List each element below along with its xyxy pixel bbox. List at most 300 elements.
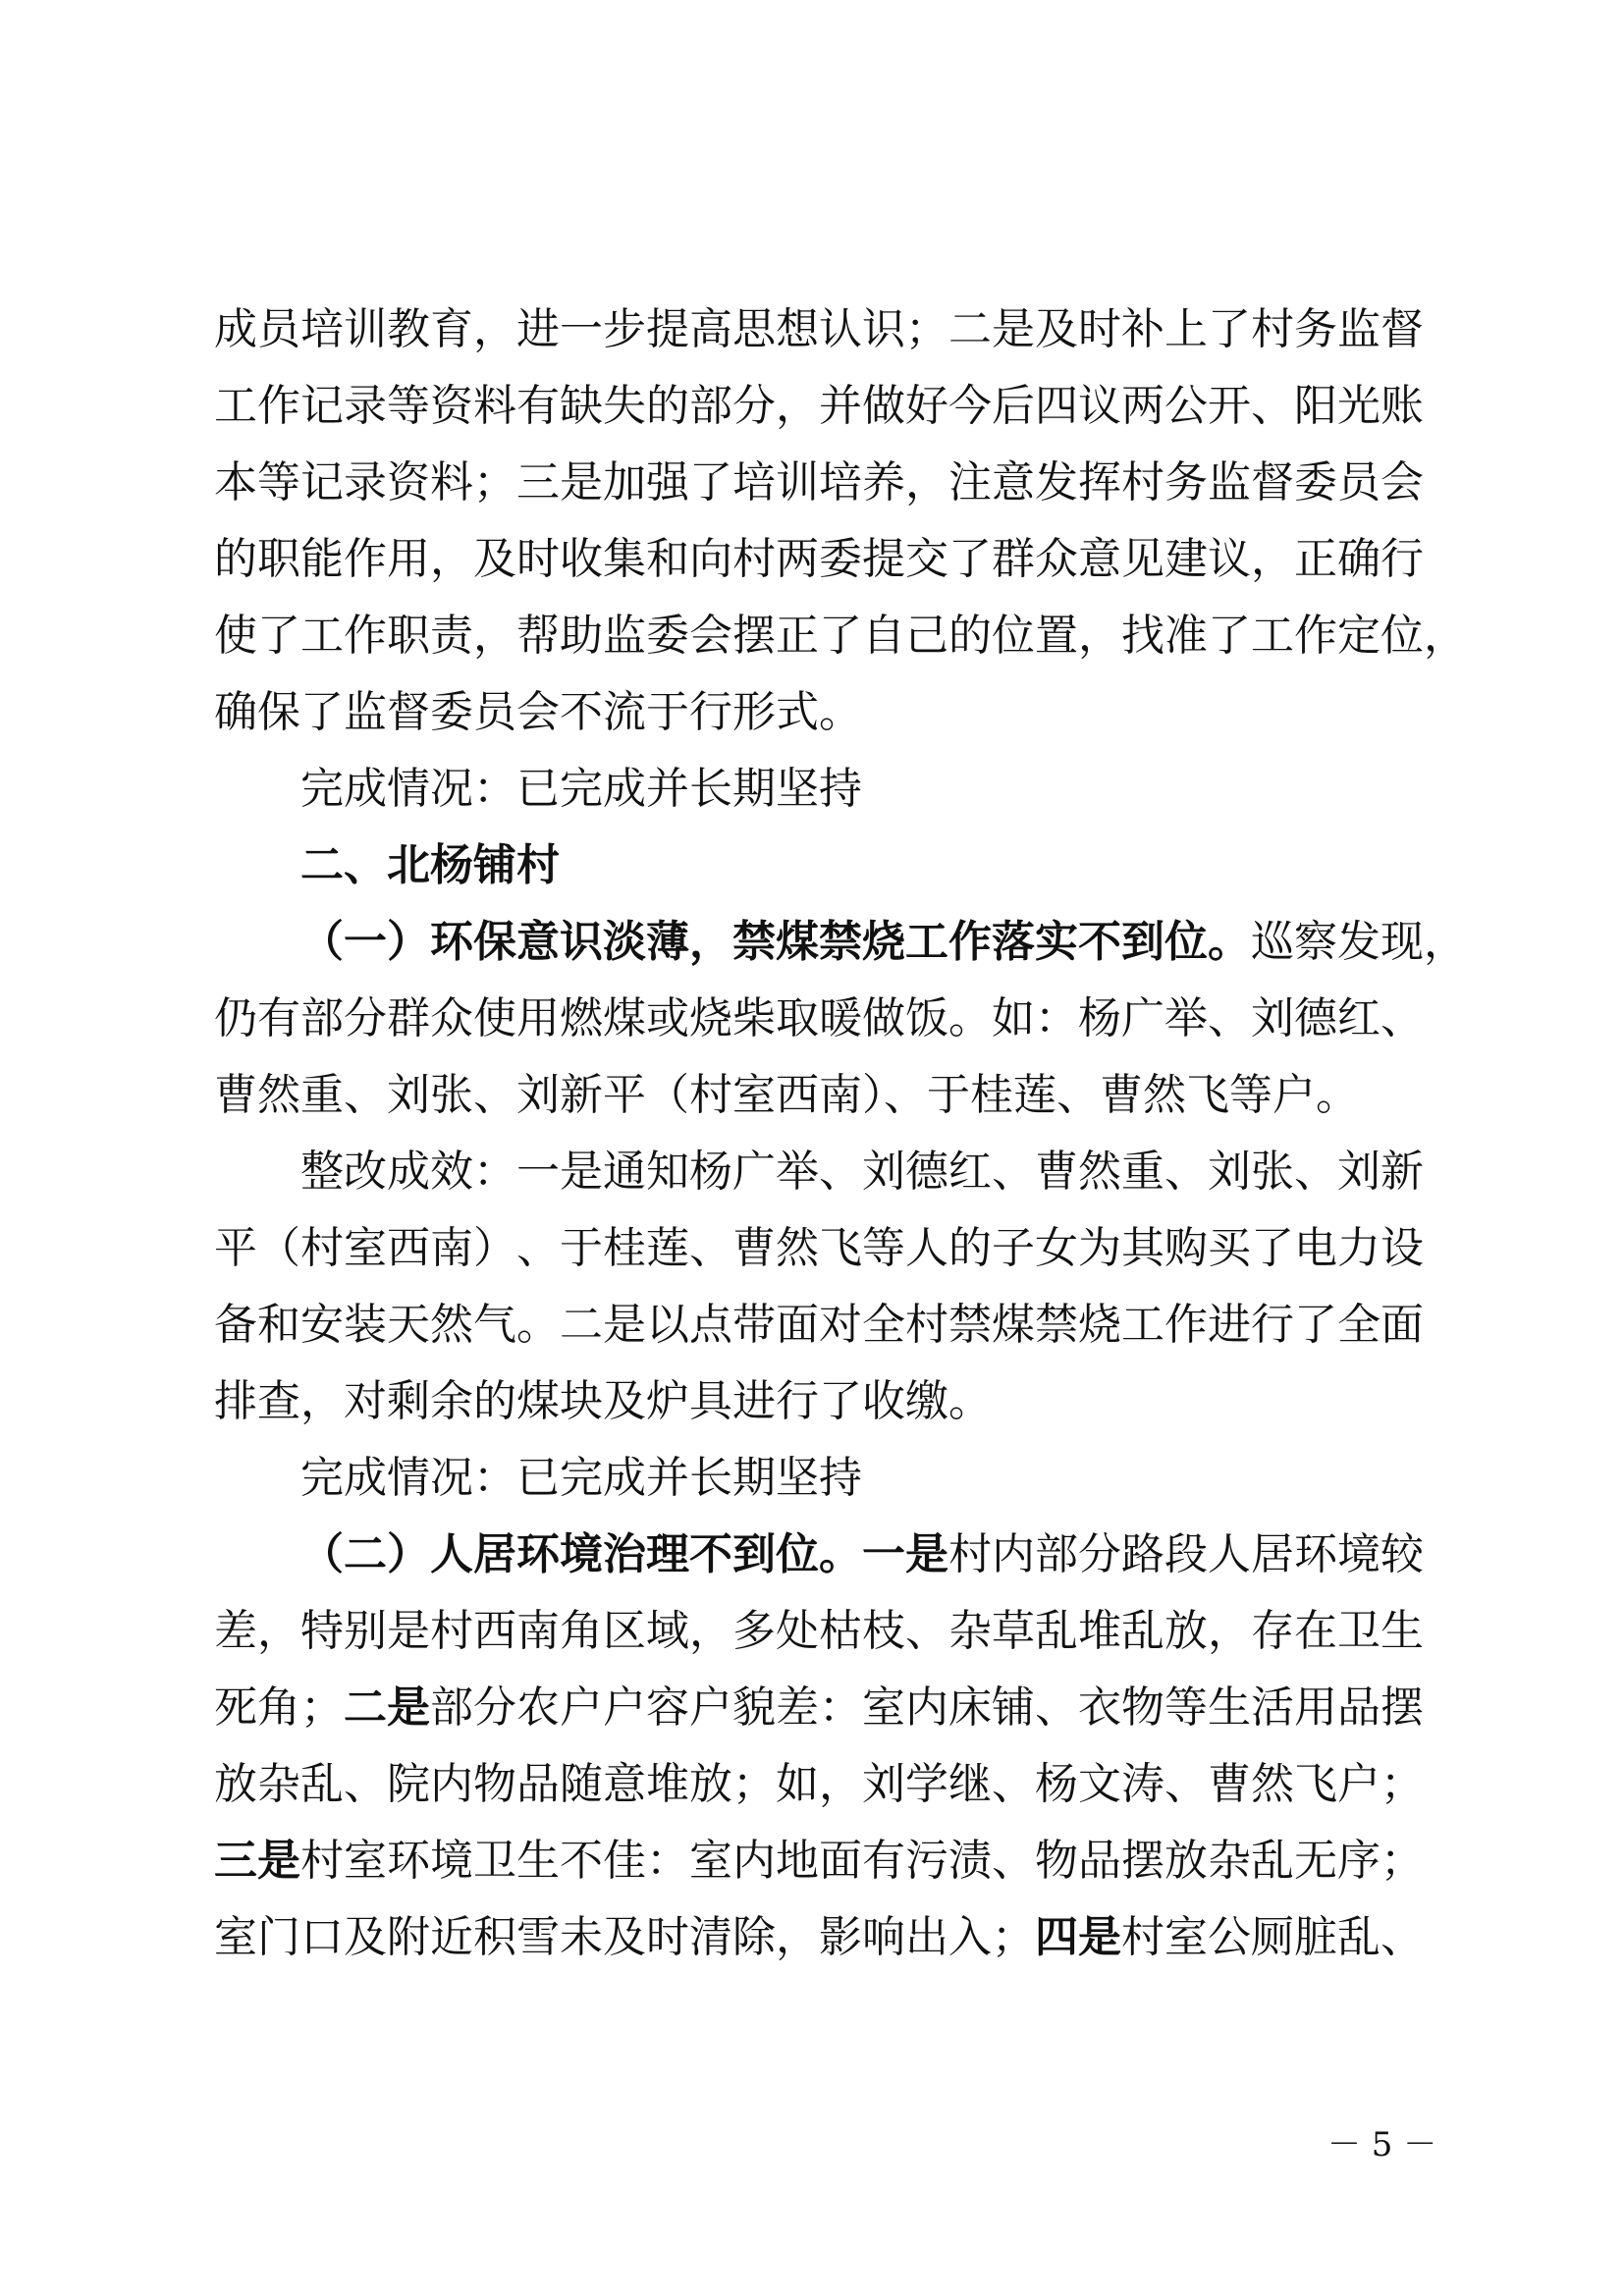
glyph: 境 (560, 1529, 603, 1579)
glyph: 职 (257, 534, 300, 584)
glyph: 或 (646, 993, 689, 1043)
glyph: 桂 (603, 1223, 646, 1273)
glyph: 群 (992, 534, 1035, 584)
glyph: 是 (1078, 1912, 1121, 1962)
glyph: 众 (430, 993, 473, 1043)
glyph: 、 (1380, 993, 1424, 1043)
glyph: 德 (1294, 993, 1337, 1043)
glyph: 西 (387, 1223, 430, 1273)
glyph: 乱 (1035, 1606, 1078, 1656)
glyph: 四 (1035, 1912, 1078, 1962)
glyph: 居 (473, 1529, 516, 1579)
glyph: 烧 (862, 917, 905, 967)
glyph: 举 (1164, 993, 1208, 1043)
glyph: 等 (862, 1223, 905, 1273)
glyph: 强 (646, 457, 689, 507)
text-run: 二、北杨铺村 (300, 840, 560, 890)
glyph: 、 (905, 1606, 948, 1656)
glyph: 位 (992, 611, 1035, 661)
glyph: 改 (344, 1147, 387, 1197)
glyph: ； (1380, 1759, 1424, 1809)
glyph: 渍 (948, 1836, 992, 1886)
glyph: 禁 (948, 1300, 992, 1350)
glyph: 除 (732, 1912, 776, 1962)
glyph: 院 (387, 1759, 430, 1809)
paragraph-line (214, 1066, 1422, 1125)
completion-status (300, 760, 1422, 819)
glyph: 位 (776, 1529, 819, 1579)
paragraph-line (214, 1832, 1422, 1891)
glyph: 积 (473, 1912, 516, 1962)
glyph: 杂 (257, 1759, 300, 1809)
glyph: 村 (948, 1529, 992, 1579)
glyph: 、 (1164, 1147, 1208, 1197)
glyph: ， (689, 917, 732, 967)
glyph: 知 (646, 1147, 689, 1197)
glyph: 落 (992, 917, 1035, 967)
glyph: 工 (214, 381, 257, 431)
glyph: 和 (646, 534, 689, 584)
glyph: 暖 (819, 993, 862, 1043)
glyph: 杂 (1208, 1836, 1251, 1886)
glyph: 议 (1078, 381, 1121, 431)
glyph: 能 (300, 534, 344, 584)
glyph: 刘 (862, 1759, 905, 1809)
glyph: 正 (1294, 534, 1337, 584)
glyph: 口 (300, 1912, 344, 1962)
glyph: 煤 (776, 917, 819, 967)
glyph: 女 (1035, 1223, 1078, 1273)
glyph: 职 (387, 611, 430, 661)
glyph: 的 (948, 1223, 992, 1273)
glyph: 生 (516, 1836, 560, 1886)
glyph: 带 (732, 1300, 776, 1350)
glyph: 训 (344, 304, 387, 354)
glyph: 使 (473, 993, 516, 1043)
glyph: 莲 (646, 1223, 689, 1273)
glyph: 随 (560, 1759, 603, 1809)
glyph: 雪 (516, 1912, 560, 1962)
glyph: ， (1208, 1606, 1251, 1656)
glyph: 环 (516, 1529, 560, 1579)
glyph: 、 (344, 1759, 387, 1809)
glyph: ： (819, 1682, 862, 1733)
glyph: 料 (473, 381, 516, 431)
glyph: 实 (1035, 917, 1078, 967)
glyph: 脏 (1294, 1912, 1337, 1962)
glyph: ， (776, 381, 819, 431)
glyph: 堆 (1078, 1606, 1121, 1656)
glyph: ， (819, 1759, 862, 1809)
glyph: 提 (646, 304, 689, 354)
glyph: 高 (689, 304, 732, 354)
glyph: 面 (819, 1836, 862, 1886)
glyph: 培 (300, 304, 344, 354)
glyph: 内 (905, 1682, 948, 1733)
glyph: ； (905, 304, 948, 354)
glyph: 帮 (516, 611, 560, 661)
glyph: 、 (689, 1223, 732, 1273)
glyph: 多 (732, 1606, 776, 1656)
glyph: 煤 (992, 1300, 1035, 1350)
glyph: 部 (1035, 1529, 1078, 1579)
glyph: 使 (214, 611, 257, 661)
glyph: ； (300, 1682, 344, 1733)
glyph: 在 (1294, 1606, 1337, 1656)
glyph: 想 (776, 304, 819, 354)
glyph: 有 (862, 1836, 905, 1886)
glyph: 序 (1337, 1836, 1380, 1886)
glyph: 、 (992, 1836, 1035, 1886)
glyph: 到 (1121, 917, 1164, 967)
glyph: 村 (1121, 457, 1164, 507)
glyph: 位 (1380, 611, 1424, 661)
glyph: 巡 (1251, 917, 1294, 967)
glyph: 光 (1337, 381, 1380, 431)
glyph: 务 (1294, 304, 1337, 354)
glyph: 环 (430, 917, 473, 967)
glyph: 监 (603, 611, 646, 661)
glyph: 角 (560, 1606, 603, 1656)
glyph: 做 (862, 381, 905, 431)
glyph: 衣 (1078, 1682, 1121, 1733)
glyph: ： (473, 1147, 516, 1197)
glyph: 饭 (905, 993, 948, 1043)
glyph: 响 (862, 1912, 905, 1962)
glyph: 作 (1164, 1300, 1208, 1350)
paragraph-line (214, 300, 1422, 359)
text-run: 完成情况：已完成并长期坚持 (300, 1453, 862, 1503)
glyph: 培 (732, 457, 776, 507)
glyph: 三 (516, 457, 560, 507)
glyph: 认 (819, 304, 862, 354)
glyph: 特 (300, 1606, 344, 1656)
glyph: 、 (1035, 1682, 1078, 1733)
glyph: 了 (1208, 304, 1251, 354)
glyph: 床 (948, 1682, 992, 1733)
glyph: 柴 (732, 993, 776, 1043)
glyph: 差 (214, 1606, 257, 1656)
glyph: 点 (689, 1300, 732, 1350)
glyph: 文 (1078, 1759, 1121, 1809)
glyph: 是 (992, 304, 1035, 354)
glyph: 环 (1294, 1529, 1337, 1579)
glyph: 作 (948, 917, 992, 967)
glyph: 。 (948, 993, 992, 1043)
glyph: 容 (646, 1682, 689, 1733)
glyph: 较 (1380, 1529, 1424, 1579)
glyph: 督 (1380, 304, 1424, 354)
glyph: 一 (560, 304, 603, 354)
glyph: ， (776, 1912, 819, 1962)
paragraph-line (214, 1219, 1422, 1278)
glyph: 委 (1294, 457, 1337, 507)
glyph: 、 (1294, 1147, 1337, 1197)
glyph: 、 (1380, 1912, 1424, 1962)
glyph: 品 (516, 1759, 560, 1809)
glyph: 境 (1337, 1529, 1380, 1579)
glyph: 收 (560, 534, 603, 584)
glyph: 进 (1208, 1300, 1251, 1350)
glyph: 面 (1380, 1300, 1424, 1350)
glyph: 三 (214, 1836, 257, 1886)
glyph: 步 (603, 304, 646, 354)
glyph: 并 (819, 381, 862, 431)
glyph: 作 (344, 534, 387, 584)
text-run: 确保了监督委员会不流于行形式。 (214, 687, 862, 737)
glyph: 村 (430, 1606, 473, 1656)
glyph: 电 (1294, 1223, 1337, 1273)
glyph: ） (387, 917, 430, 967)
glyph: 、 (992, 1147, 1035, 1197)
glyph: 。 (516, 1300, 560, 1350)
glyph: 安 (300, 1300, 344, 1350)
glyph: 煤 (603, 993, 646, 1043)
glyph: 红 (948, 1147, 992, 1197)
paragraph-line (214, 1296, 1422, 1355)
glyph: 禁 (819, 917, 862, 967)
glyph: ， (1078, 611, 1121, 661)
glyph: 然 (776, 1223, 819, 1273)
glyph: 见 (1121, 534, 1164, 584)
glyph: 门 (257, 1912, 300, 1962)
glyph: 准 (1164, 611, 1208, 661)
glyph: 于 (560, 1223, 603, 1273)
glyph: 品 (1078, 1836, 1121, 1886)
glyph: 处 (776, 1606, 819, 1656)
glyph: 好 (905, 381, 948, 431)
glyph: 是 (560, 1147, 603, 1197)
glyph: 天 (387, 1300, 430, 1350)
glyph: 乱 (1251, 1836, 1294, 1886)
glyph: 作 (1294, 611, 1337, 661)
glyph: 现 (1380, 917, 1424, 967)
glyph: ； (1380, 1836, 1424, 1886)
glyph: 等 (257, 457, 300, 507)
glyph: 别 (344, 1606, 387, 1656)
glyph: （ (300, 1529, 344, 1579)
glyph: 内 (732, 1836, 776, 1886)
glyph: 公 (1208, 1912, 1251, 1962)
glyph: ； (992, 1912, 1035, 1962)
glyph: 室 (214, 1912, 257, 1962)
glyph: 养 (862, 457, 905, 507)
glyph: 区 (603, 1606, 646, 1656)
glyph: 然 (430, 1300, 473, 1350)
glyph: 存 (1251, 1606, 1294, 1656)
glyph: 曹 (1035, 1147, 1078, 1197)
glyph: 二 (560, 1300, 603, 1350)
glyph: 本 (214, 457, 257, 507)
glyph: 杨 (1035, 1759, 1078, 1809)
glyph: 成 (214, 304, 257, 354)
glyph: 察 (1294, 917, 1337, 967)
glyph: 分 (344, 993, 387, 1043)
glyph: 到 (732, 1529, 776, 1579)
glyph: 物 (1035, 1836, 1078, 1886)
paragraph-line (214, 989, 1422, 1048)
glyph: ； (732, 1759, 776, 1809)
glyph: 乱 (1337, 1912, 1380, 1962)
glyph: 监 (1208, 457, 1251, 507)
paragraph-line (214, 530, 1422, 589)
glyph: 自 (862, 611, 905, 661)
glyph: 、 (1251, 381, 1294, 431)
glyph: 找 (1121, 611, 1164, 661)
glyph: 今 (948, 381, 992, 431)
glyph: 进 (516, 304, 560, 354)
glyph: 枝 (862, 1606, 905, 1656)
glyph: 放 (214, 1759, 257, 1809)
glyph: 建 (1164, 534, 1208, 584)
glyph: 账 (1380, 381, 1424, 431)
glyph: 了 (257, 611, 300, 661)
glyph: 如 (992, 993, 1035, 1043)
glyph: 有 (516, 381, 560, 431)
glyph: 录 (344, 381, 387, 431)
glyph: 群 (387, 993, 430, 1043)
glyph: 资 (387, 457, 430, 507)
glyph: 料 (430, 457, 473, 507)
glyph: 是 (905, 1529, 948, 1579)
glyph: 了 (1294, 1300, 1337, 1350)
glyph: 村 (1251, 304, 1294, 354)
paragraph-line (214, 1602, 1422, 1661)
glyph: 。 (1208, 917, 1251, 967)
glyph: 生 (1208, 1682, 1251, 1733)
glyph: 理 (646, 1529, 689, 1579)
glyph: 品 (1337, 1682, 1380, 1733)
glyph: 涛 (1121, 1759, 1164, 1809)
glyph: 提 (862, 534, 905, 584)
glyph: 了 (819, 611, 862, 661)
glyph: 会 (1380, 457, 1424, 507)
glyph: 如 (776, 1759, 819, 1809)
glyph: 南 (516, 1606, 560, 1656)
glyph: 枯 (819, 1606, 862, 1656)
glyph: ： (646, 1836, 689, 1886)
glyph: 通 (603, 1147, 646, 1197)
glyph: 。 (819, 1529, 862, 1579)
glyph: 摆 (1380, 1682, 1424, 1733)
glyph: 注 (948, 457, 992, 507)
glyph: 加 (603, 457, 646, 507)
glyph: ， (689, 1606, 732, 1656)
glyph: 议 (1208, 534, 1251, 584)
text-run: 曹然重、刘张、刘新平（村室西南）、于桂莲、曹然飞等户。 (214, 1070, 1359, 1120)
glyph: 了 (689, 457, 732, 507)
glyph: 行 (1251, 1300, 1294, 1350)
glyph: 用 (387, 534, 430, 584)
glyph: 卫 (473, 1836, 516, 1886)
glyph: 发 (1035, 457, 1078, 507)
glyph: 部 (689, 381, 732, 431)
glyph: 一 (344, 917, 387, 967)
glyph: 一 (862, 1529, 905, 1579)
glyph: 曹 (732, 1223, 776, 1273)
glyph: 杨 (689, 1147, 732, 1197)
glyph: 平 (214, 1223, 257, 1273)
glyph: 是 (257, 1836, 300, 1886)
glyph: 取 (776, 993, 819, 1043)
glyph: 了 (948, 534, 992, 584)
glyph: 行 (1380, 534, 1424, 584)
glyph: 不 (689, 1529, 732, 1579)
glyph: 村 (905, 1300, 948, 1350)
glyph: 烧 (1078, 1300, 1121, 1350)
glyph: 其 (1121, 1223, 1164, 1273)
glyph: 培 (819, 457, 862, 507)
glyph: 入 (948, 1912, 992, 1962)
glyph: 务 (1164, 457, 1208, 507)
glyph: 购 (1164, 1223, 1208, 1273)
glyph: 助 (560, 611, 603, 661)
glyph: ； (473, 457, 516, 507)
glyph: 众 (1035, 534, 1078, 584)
glyph: 分 (1078, 1529, 1121, 1579)
glyph: 二 (344, 1682, 387, 1733)
glyph: 做 (862, 993, 905, 1043)
glyph: 刘 (862, 1147, 905, 1197)
item-title-line (300, 1525, 1422, 1584)
glyph: 补 (1121, 304, 1164, 354)
glyph: 时 (1078, 304, 1121, 354)
glyph: 分 (732, 381, 776, 431)
glyph: 户 (689, 1682, 732, 1733)
glyph: 及 (603, 1912, 646, 1962)
glyph: 、 (516, 1223, 560, 1273)
glyph: 置 (1035, 611, 1078, 661)
glyph: 物 (1121, 1682, 1164, 1733)
glyph: 禁 (732, 917, 776, 967)
glyph: ， (430, 534, 473, 584)
glyph: 薄 (646, 917, 689, 967)
glyph: 境 (430, 1836, 473, 1886)
glyph: 污 (905, 1836, 948, 1886)
paragraph-line (214, 683, 1422, 742)
glyph: 了 (1208, 611, 1251, 661)
glyph: ， (473, 611, 516, 661)
glyph: ， (257, 1606, 300, 1656)
glyph: 刘 (1337, 1147, 1380, 1197)
glyph: 训 (776, 457, 819, 507)
glyph: 角 (257, 1682, 300, 1733)
glyph: 委 (819, 534, 862, 584)
glyph: 刘 (1208, 1147, 1251, 1197)
glyph: 、 (819, 1147, 862, 1197)
glyph: ， (905, 457, 948, 507)
glyph: 两 (776, 534, 819, 584)
glyph: 是 (560, 457, 603, 507)
glyph: 监 (1337, 304, 1380, 354)
glyph: 时 (646, 1912, 689, 1962)
glyph: 保 (473, 917, 516, 967)
glyph: 正 (776, 611, 819, 661)
glyph: 环 (387, 1836, 430, 1886)
glyph: 村 (1121, 1912, 1164, 1962)
glyph: 等 (387, 381, 430, 431)
glyph: 向 (689, 534, 732, 584)
paragraph-line (214, 377, 1422, 436)
section-heading (300, 836, 1422, 895)
glyph: 、 (1208, 993, 1251, 1043)
glyph: 刘 (1251, 993, 1294, 1043)
glyph: 二 (344, 1529, 387, 1579)
glyph: 全 (862, 1300, 905, 1350)
glyph: 禁 (1035, 1300, 1078, 1350)
glyph: ， (1251, 534, 1294, 584)
glyph: 效 (430, 1147, 473, 1197)
